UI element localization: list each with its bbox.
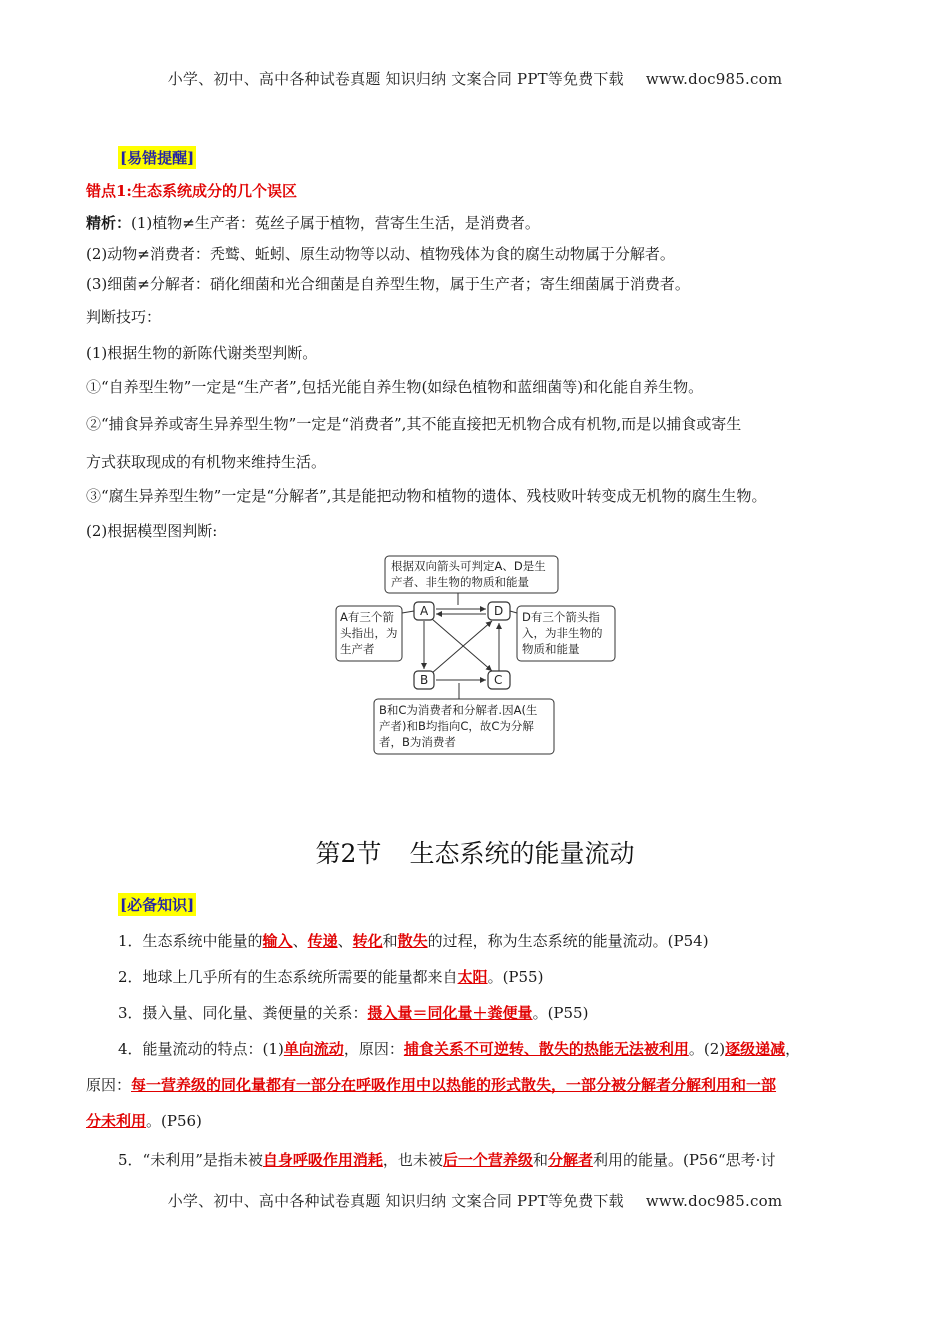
bottom-box-line-1: B和C为消费者和分解者.因A(生 [379,703,538,717]
tag-error-reminder: [易错提醒] [118,146,196,169]
k3-text: 3．摄入量、同化量、粪便量的关系： [118,1004,368,1022]
k4-text-mid-2: 。(2) [688,1040,726,1058]
page-header [0,68,950,89]
analysis-line-2: (2)动物≠消费者：秃鹫、蚯蚓、原生动物等以动、植物残体为食的腐生动物属于分解者。 [86,245,675,263]
k1-answer-2: 传递 [307,932,338,950]
knowledge-item-4 [118,1038,800,1059]
k1-text: 1．生态系统中能量的 [118,932,263,950]
k4-answer-3: 逐级递减 [725,1040,786,1058]
k5-text-end: 利用的能量。(P56“思考·讨 [592,1151,776,1169]
skill-line-3a: ②“捕食异养或寄生异养型生物”一定是“消费者”,其不能直接把无机物合成有机物,而是以捕食或寄生 [86,415,742,433]
k4-answer-5: 分未利用 [86,1112,147,1130]
k5-answer-3: 分解者 [547,1151,593,1169]
analysis-label: 精析： [86,214,132,232]
skill-line-3b: 方式获取现成的有机物来维持生活。 [86,453,327,471]
k4-text-mid-3: ， [785,1040,801,1058]
knowledge-item-2 [118,966,543,987]
right-box-line-2: 入，为非生物的 [522,626,603,640]
node-d-label: D [494,604,504,618]
k1-sep-3: 和 [382,932,398,950]
k5-text-mid-1: ，也未被 [382,1151,443,1169]
k1-answer-3: 转化 [352,932,383,950]
arrow-b-to-d [432,621,492,673]
k1-sep-2: 、 [337,932,353,950]
k4-text-mid-1: ，原因： [343,1040,404,1058]
k5-text: 5．“未利用”是指未被 [118,1151,263,1169]
header-url[interactable]: www.doc985.com [645,70,783,88]
node-c-label: C [494,673,503,687]
k4-text-end: 。(P56) [146,1112,202,1130]
k1-text-end: 的过程，称为生态系统的能量流动。(P54) [427,932,709,950]
skill-title: 判断技巧： [86,308,162,326]
k4-reason-label: 原因： [86,1076,132,1094]
k5-answer-2: 后一个营养级 [442,1151,533,1169]
knowledge-item-5 [118,1149,775,1170]
left-box-line-2: 头指出，为 [340,626,398,640]
k3-answer-1: 摄入量＝同化量＋粪便量 [367,1004,533,1022]
k1-answer-1: 输入 [262,932,293,950]
footer-text: 小学、初中、高中各种试卷真题 知识归纳 文案合同 PPT等免费下载 [167,1192,624,1210]
node-b-label: B [420,673,429,687]
knowledge-item-1 [118,930,709,951]
k2-answer-1: 太阳 [457,968,488,986]
knowledge-item-4-line-2 [86,1074,776,1095]
k5-text-mid-2: 和 [532,1151,548,1169]
knowledge-item-4-line-3 [86,1110,202,1131]
right-box-line-3: 物质和能量 [522,642,580,656]
left-box-line-1: A有三个箭 [340,610,394,624]
section-title [0,834,950,870]
skill-line-5: (2)根据模型图判断: [86,522,218,540]
bottom-box-line-3: 者，B为消费者 [379,735,456,749]
bottom-box-line-2: 产者)和B均指向C，故C为分解 [379,719,534,733]
k3-text-end: 。(P55) [532,1004,589,1022]
error-point-title: 错点1:生态系统成分的几个误区 [86,182,297,200]
section-name: 生态系统的能量流动 [409,839,635,868]
k4-answer-4: 每一营养级的同化量都有一部分在呼吸作用中以热能的形式散失，一部分被分解者分解利用和一部 [131,1076,777,1094]
knowledge-item-3 [118,1002,588,1023]
footer-url[interactable]: www.doc985.com [645,1192,783,1210]
k4-answer-1: 单向流动 [283,1040,344,1058]
node-a-label: A [420,604,429,618]
tag-essential-knowledge: [必备知识] [118,893,196,916]
top-box-line-1: 根据双向箭头可判定A、D是生 [391,559,546,573]
analysis-p1: (1)植物≠生产者：菟丝子属于植物，营寄生生活，是消费者。 [131,214,540,232]
page-footer [0,1190,950,1211]
skill-line-4: ③“腐生异养型生物”一定是“分解者”,其是能把动物和植物的遗体、残枝败叶转变成无机物的腐生生物。 [86,487,767,505]
header-text: 小学、初中、高中各种试卷真题 知识归纳 文案合同 PPT等免费下载 [167,70,624,88]
k5-answer-1: 自身呼吸作用消耗 [262,1151,383,1169]
top-box-line-2: 产者、非生物的物质和能量 [391,575,529,589]
ecosystem-model-diagram [334,553,624,761]
k2-text-end: 。(P55) [487,968,544,986]
right-box-line-1: D有三个箭头指 [522,610,600,624]
k2-text: 2．地球上几乎所有的生态系统所需要的能量都来自 [118,968,458,986]
k1-sep-1: 、 [292,932,308,950]
k4-text: 4．能量流动的特点：(1) [118,1040,284,1058]
section-number: 第2节 [315,839,382,868]
k1-answer-4: 散失 [397,932,428,950]
k4-answer-2: 捕食关系不可逆转、散失的热能无法被利用 [403,1040,689,1058]
analysis-line-3: (3)细菌≠分解者：硝化细菌和光合细菌是自养型生物，属于生产者；寄生细菌属于消费者。 [86,275,690,293]
arrow-a-to-c [432,619,492,671]
skill-line-1: (1)根据生物的新陈代谢类型判断。 [86,344,318,362]
analysis-line-1 [86,212,540,233]
skill-line-2: ①“自养型生物”一定是“生产者”,包括光能自养生物(如绿色植物和蓝细菌等)和化能自养生物。 [86,378,704,396]
left-box-line-3: 生产者 [340,642,375,656]
